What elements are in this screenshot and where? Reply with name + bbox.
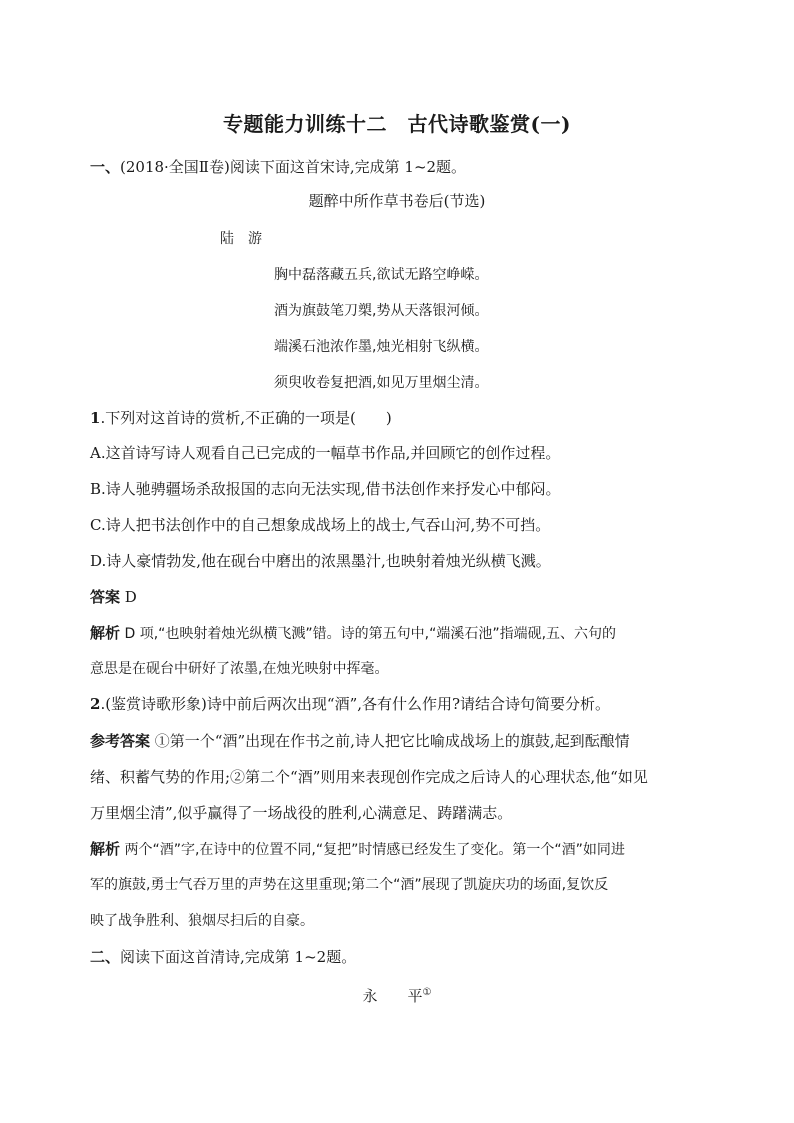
option-c: C.诗人把书法创作中的自己想象成战场上的战士,气吞山河,势不可挡。: [90, 516, 551, 534]
reference-answer-line: 绪、积蓄气势的作用;②第二个“酒”则用来表现创作完成之后诗人的心理状态,他“如见: [90, 768, 648, 786]
question-2-text: .(鉴赏诗歌形象)诗中前后两次出现“酒”,各有什么作用?请结合诗句简要分析。: [100, 695, 611, 713]
question-1-number: 1: [90, 409, 101, 427]
section-1-intro: (2018·全国Ⅱ卷)阅读下面这首宋诗,完成第 1~2题。: [120, 158, 467, 176]
footnote-mark: ①: [422, 987, 432, 998]
section-2-heading: [90, 946, 356, 967]
question-1-stem: [90, 407, 392, 428]
option-b: B.诗人驰骋疆场杀敌报国的志向无法实现,借书法创作来抒发心中郁闷。: [90, 480, 561, 498]
poem-line: 须臾收卷复把酒,如见万里烟尘清。: [274, 375, 489, 391]
section-2-index: 二、: [90, 948, 121, 966]
answer-value: D: [124, 588, 137, 606]
poem-line: 酒为旗鼓笔刀槊,势从天落银河倾。: [274, 303, 489, 319]
reference-answer: [90, 730, 630, 751]
reference-answer-label: 参考答案: [90, 732, 151, 750]
question-2-stem: [90, 693, 610, 714]
poem-1-author: 陆 游: [220, 231, 262, 247]
reference-answer-line: 万里烟尘清”,似乎赢得了一场战役的胜利,心满意足、踌躇满志。: [90, 804, 513, 822]
explanation-label: 解析: [90, 840, 121, 858]
section-1-index: 一、: [90, 158, 121, 176]
poem-line: 胸中磊落藏五兵,欲试无路空峥嵘。: [274, 267, 489, 283]
poem-1-title: 题醉中所作草书卷后(节选): [308, 192, 486, 210]
question-2-number: 2: [90, 695, 101, 713]
explanation-label: 解析: [90, 624, 121, 642]
option-a: A.这首诗写诗人观看自己已完成的一幅草书作品,并回顾它的创作过程。: [90, 444, 561, 462]
option-d: D.诗人豪情勃发,他在砚台中磨出的浓黑墨汁,也映射着烛光纵横飞溅。: [90, 552, 551, 570]
question-1-text: .下列对这首诗的赏析,不正确的一项是( ): [100, 409, 392, 427]
answer-label: 答案: [90, 588, 121, 606]
section-2-intro: 阅读下面这首清诗,完成第 1~2题。: [120, 948, 357, 966]
explanation-line: 两个“酒”字,在诗中的位置不同,“复把”时情感已经发生了变化。第一个“酒”如同进: [124, 842, 625, 858]
reference-answer-line: ①第一个“酒”出现在作书之前,诗人把它比喻成战场上的旗鼓,起到酝酿情: [154, 732, 630, 750]
explanation-line: 映了战争胜利、狼烟尽扫后的自豪。: [90, 913, 314, 929]
section-1-heading: [90, 156, 466, 177]
question-1-explanation: [90, 622, 616, 643]
explanation-line: 意思是在砚台中研好了浓墨,在烛光映射中挥毫。: [90, 661, 389, 677]
page-title: 专题能力训练十二 古代诗歌鉴赏(一): [223, 112, 571, 136]
question-1-answer: [90, 586, 137, 607]
poem-2-title: [0, 985, 794, 1006]
explanation-line: D 项,“也映射着烛光纵横飞溅”错。诗的第五句中,“端溪石池”指端砚,五、六句的: [124, 626, 617, 642]
poem-2-title-text: 永 平: [362, 987, 423, 1005]
poem-line: 端溪石池浓作墨,烛光相射飞纵横。: [274, 339, 489, 355]
explanation-line: 军的旗鼓,勇士气吞万里的声势在这里重现;第二个“酒”展现了凯旋庆功的场面,复饮反: [90, 877, 609, 893]
question-2-explanation: [90, 838, 625, 859]
